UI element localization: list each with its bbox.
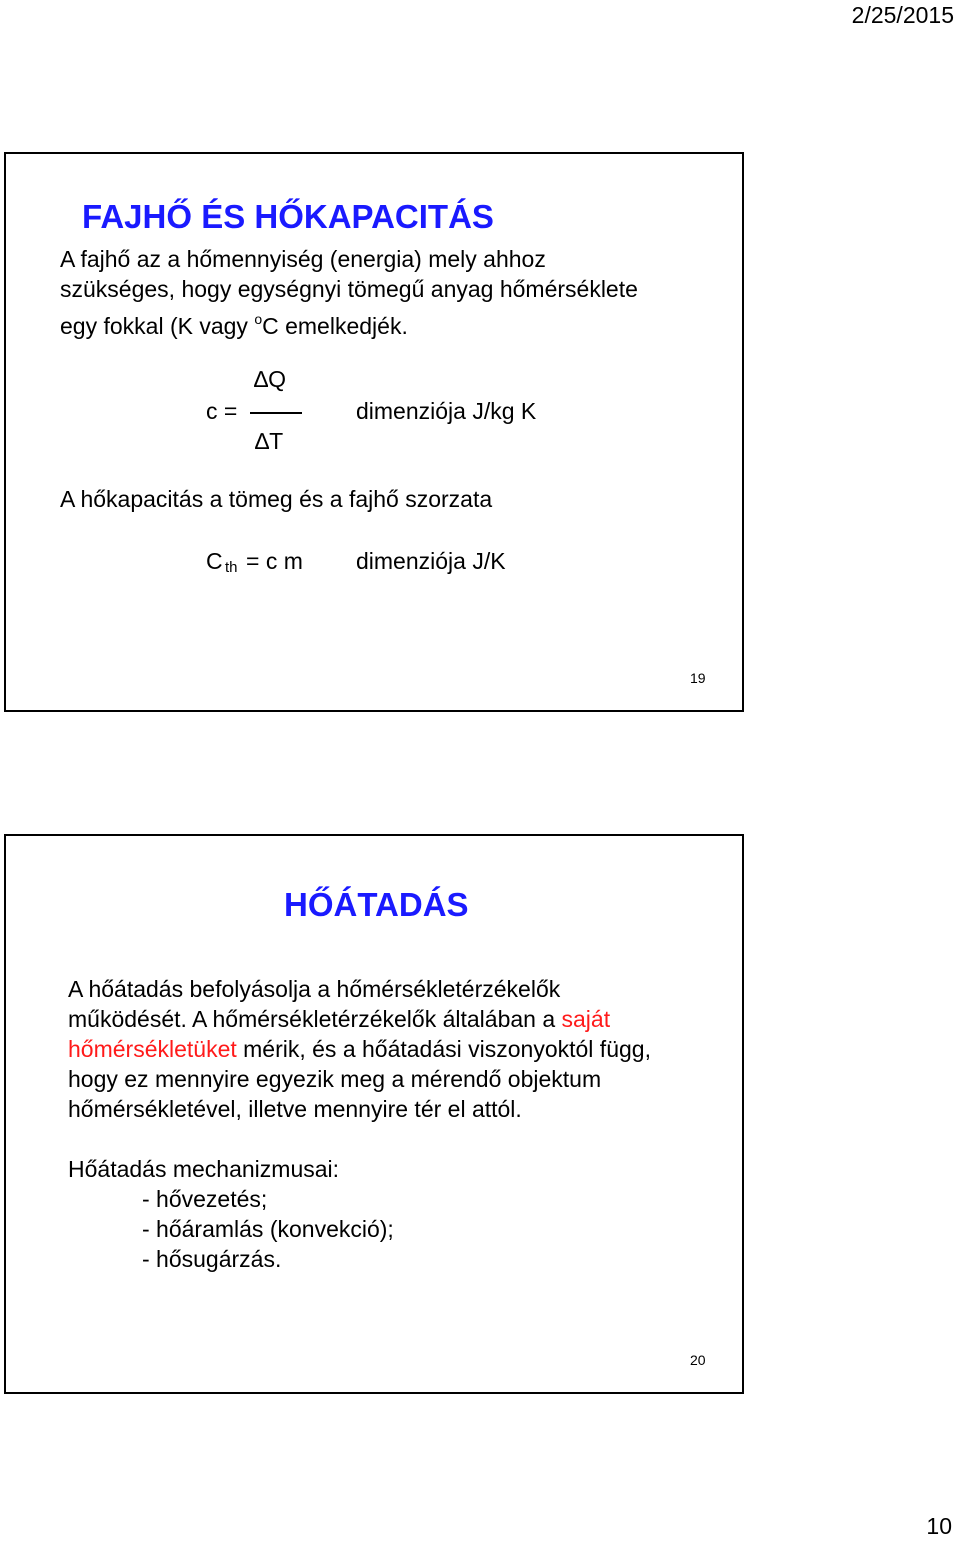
- intro-line: szükséges, hogy egységnyi tömegű anyag hőmérséklete: [60, 276, 638, 302]
- slide-number: 19: [690, 670, 706, 686]
- list-item: - hőáramlás (konvekció);: [142, 1216, 394, 1242]
- body-line: A hőátadás befolyásolja a hőmérsékletérzékelők: [68, 976, 561, 1002]
- formula-symbol: C: [206, 548, 223, 574]
- page-number: 10: [926, 1513, 952, 1539]
- slide-title: FAJHŐ ÉS HŐKAPACITÁS: [82, 198, 494, 235]
- slide-19: [4, 152, 744, 712]
- slide-20: [4, 834, 744, 1394]
- formula-numerator: ∆Q: [254, 366, 286, 392]
- formula-lhs: c =: [206, 398, 238, 424]
- formula-denominator: ∆T: [255, 428, 284, 454]
- formula-dimension: dimenziója J/kg K: [356, 398, 537, 424]
- body-line: hogy ez mennyire egyezik meg a mérendő objektum: [68, 1066, 602, 1092]
- body-line: mérik, és a hőátadási viszonyoktól függ,: [236, 1036, 651, 1062]
- formula-subscript: th: [225, 559, 238, 576]
- list-item: - hővezetés;: [142, 1186, 268, 1212]
- mechanisms-list: [68, 1154, 668, 1274]
- print-date: 2/25/2015: [851, 2, 954, 28]
- intro-line: C emelkedjék.: [262, 313, 408, 339]
- highlight-text: hőmérsékletüket: [68, 1036, 237, 1062]
- formula-rhs: = c m: [246, 548, 303, 574]
- slide-title: HŐÁTADÁS: [284, 886, 469, 923]
- mechanisms-label: Hőátadás mechanizmusai:: [68, 1156, 340, 1182]
- slide-number: 20: [690, 1352, 706, 1368]
- heat-transfer-description: [68, 974, 728, 1124]
- specific-heat-definition: [60, 244, 720, 341]
- formula-dimension: dimenziója J/K: [356, 548, 506, 574]
- intro-line: A fajhő az a hőmennyiség (energia) mely ahhoz: [60, 246, 546, 272]
- body-line: hőmérsékletével, illetve mennyire tér el attól.: [68, 1096, 522, 1122]
- list-item: - hősugárzás.: [142, 1246, 282, 1272]
- highlight-text: saját: [561, 1006, 611, 1032]
- heat-capacity-text: A hőkapacitás a tömeg és a fajhő szorzata: [60, 486, 493, 512]
- body-line: működését. A hőmérsékletérzékelők általában a: [68, 1006, 562, 1032]
- fraction-bar: [250, 412, 302, 414]
- intro-line: egy fokkal (K vagy: [60, 313, 255, 339]
- degree-superscript: o: [254, 311, 263, 327]
